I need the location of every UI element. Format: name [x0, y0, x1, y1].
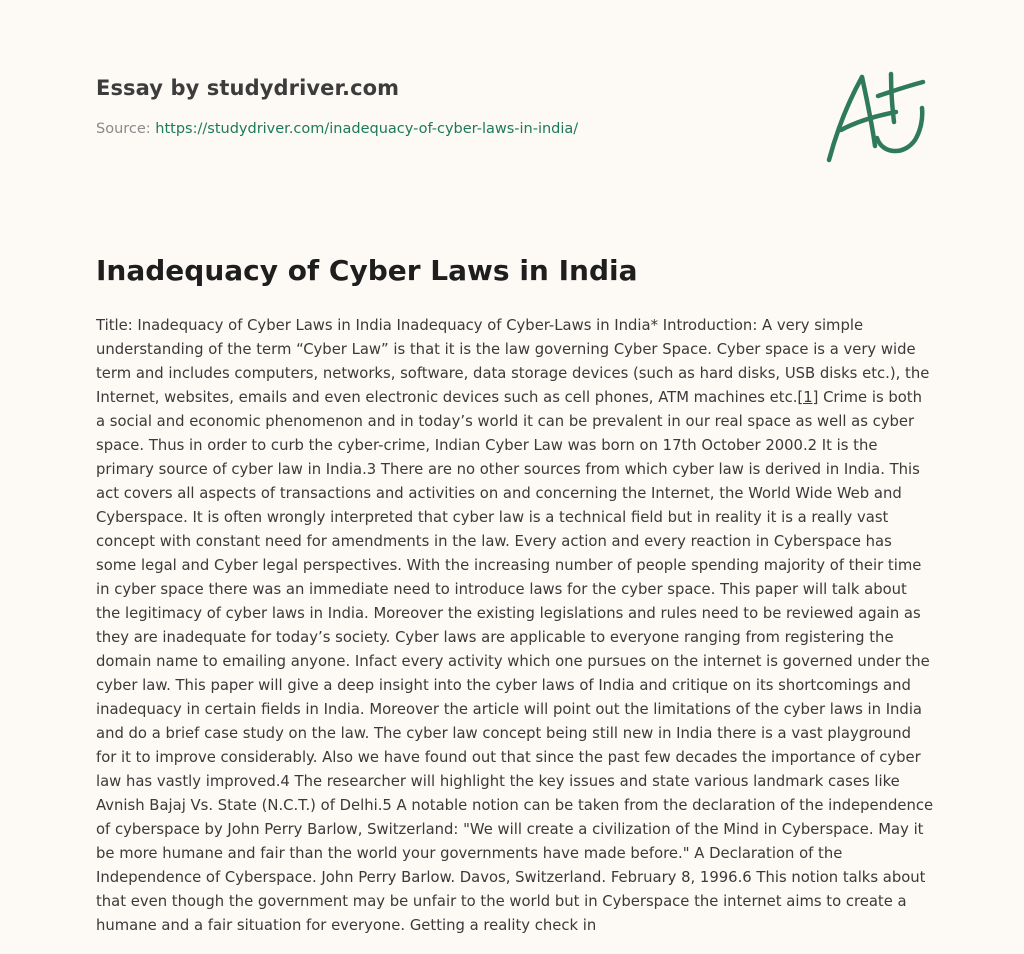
page-header — [96, 76, 736, 137]
essay-body-part-2: Crime is both a social and economic phenomenon and in today’s world it can be prevalent in our real space as well as cyber space. Thus in order to curb the cyber-crime, Indian Cyber Law was born on 17th October 2000.2 It is the primary source of cyber law in India.3 There are no other sources from which cyber law is derived in India. This act covers all aspects of transactions and activities on and concerning the Internet, the World Wide Web and Cyberspace. It is often wrongly interpreted that cyber law is a technical field but in reality it is a really vast concept with constant need for amendments in the law. Every action and every reaction in Cyberspace has some legal and Cyber legal perspectives. With the increasing number of people spending majority of their time in cyber space there was an immediate need to introduce laws for the cyber space. This paper will talk about the legitimacy of cyber laws in India. Moreover the existing legislations and rules need to be reviewed again as they are inadequate for today’s society. Cyber laws are applicable to everyone ranging from registering the domain name to emailing anyone. Infact every activity which one pursues on the internet is governed under the cyber law. This paper will give a deep insight into the cyber laws of India and critique on its shortcomings and inadequacy in certain fields in India. Moreover the article will point out the limitations of the cyber laws in India and do a brief case study on the law. The cyber law concept being still new in India there is a vast playground for it to improve considerably. Also we have found out that since the past few decades the importance of cyber law has vastly improved.4 The researcher will highlight the key issues and state various landmark cases like Avnish Bajaj Vs. State (N.C.T.) of Delhi.5 A notable notion can be taken from the declaration of the independence of cyberspace by John Perry Barlow, Switzerland: "We will create a civilization of the Mind in Cyberspace. May it be more humane and fair than the world your governments have made before." A Declaration of the Independence of Cyberspace. John Perry Barlow. Davos, Switzerland. February 8, 1996.6 This notion talks about that even though the government may be unfair to the world but in Cyberspace the internet aims to create a humane and a fair situation for everyone. Getting a reality check in — [96, 389, 934, 934]
essay-body — [96, 314, 934, 938]
site-title: Essay by studydriver.com — [96, 76, 400, 100]
source-label: Source: — [96, 121, 151, 137]
source-line — [96, 121, 736, 137]
a-plus-logo-icon — [820, 66, 932, 166]
source-link[interactable]: https://studydriver.com/inadequacy-of-cyber-laws-in-india/ — [155, 121, 579, 137]
footnote-link[interactable]: [1] — [797, 389, 819, 406]
essay-body-part-1: Title: Inadequacy of Cyber Laws in India Inadequacy of Cyber-Laws in India* Introduction: A very simple understanding of the term “Cyber Law” is that it is the law governing Cyber Space. Cyber space is a very wide term and includes computers, networks, software, data storage devices (such as hard disks, USB disks etc.), the Internet, websites, emails and even electronic devices such as cell phones, ATM machines etc. — [96, 317, 930, 406]
essay-title: Inadequacy of Cyber Laws in India — [96, 254, 638, 287]
